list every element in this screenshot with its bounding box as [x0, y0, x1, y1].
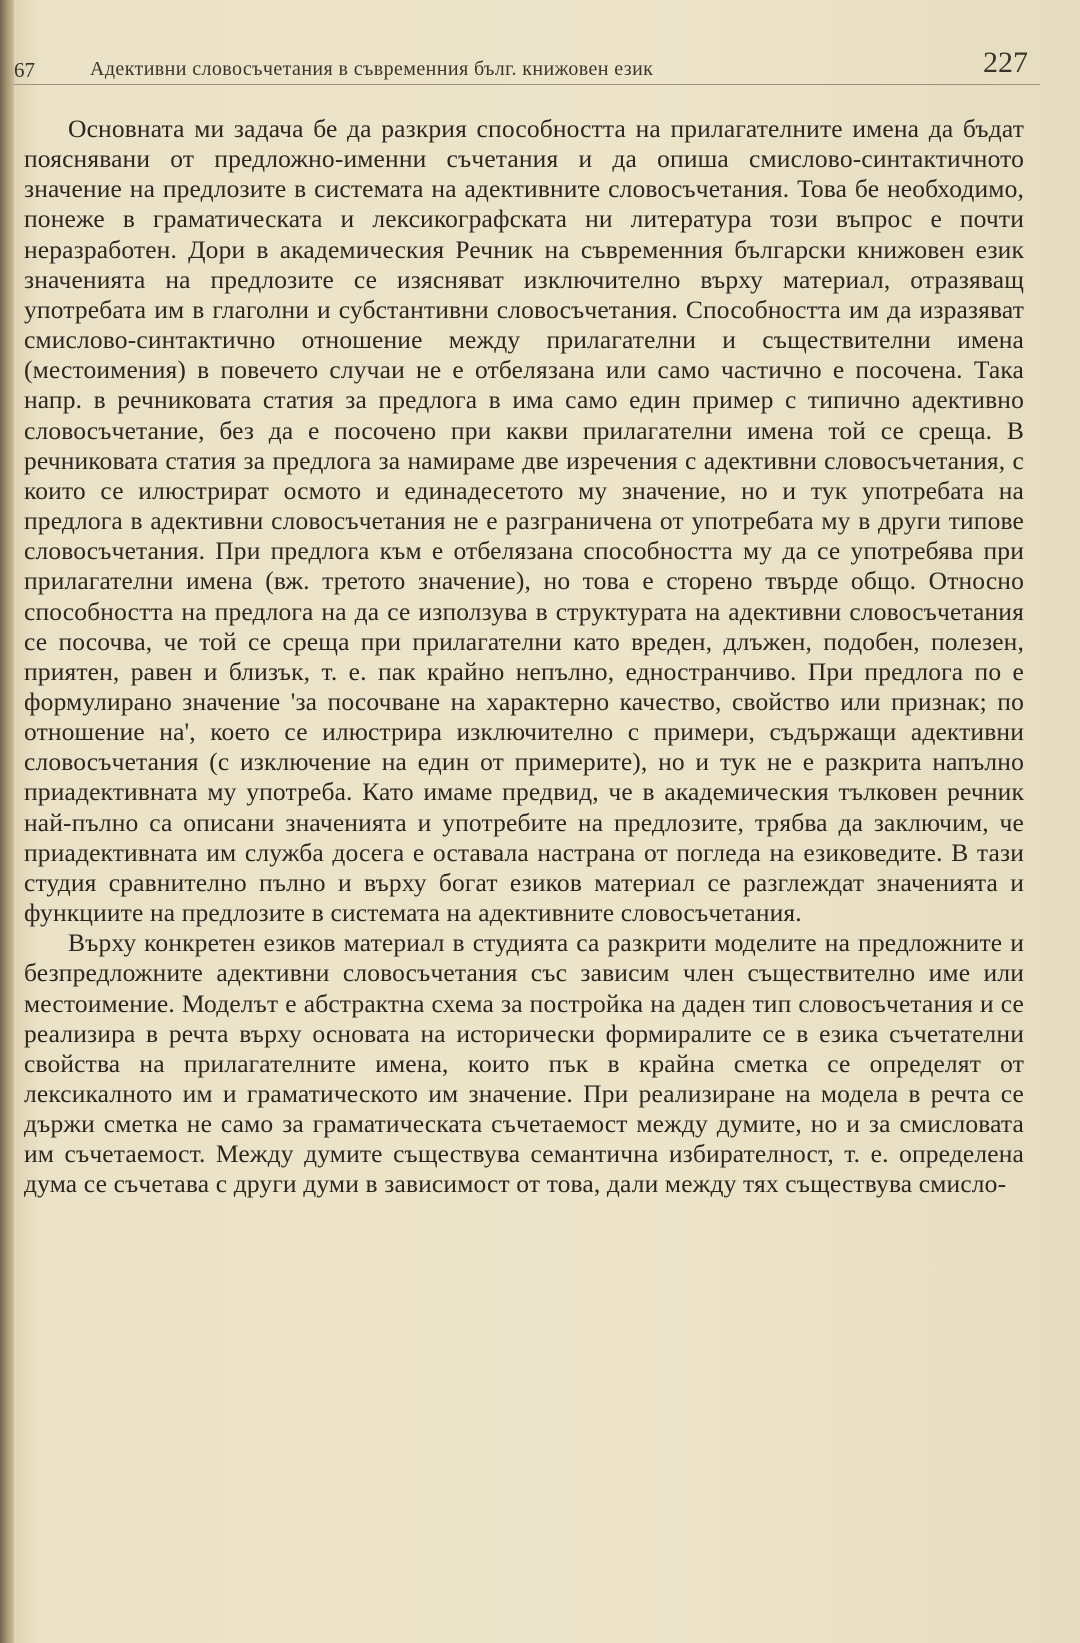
body-text [24, 114, 1024, 1200]
adjacent-page-number-fragment: 67 [14, 58, 35, 82]
page-spine-edge [0, 0, 14, 1643]
running-head [14, 44, 1040, 85]
page-number: 227 [983, 46, 1028, 79]
paragraph: Върху конкретен езиков материал в студията са разкрити моделите на предложните и безпредложните адективни словосъчетания със зависим член съществително име или местоимение. Моделът е абстрактна схема за постройка на даден тип словосъчетания и се реализира в речта върху основата на исторически формиралите се в езика съчетателни свойства на прилагателните имена, които пък в крайна сметка се определят от лексикалното им и граматическото им значение. При реализиране на модела в речта се държи сметка не само за граматическата съчетаемост между думите, но и за смисловата им съчетаемост. Между думите съществува семантична избирателност, т. е. определена дума се съчетава с други думи в зависимост от това, дали между тях съществува смисло- [24, 928, 1024, 1199]
running-head-title: Адективни словосъчетания в съвременния бълг. книжовен език [90, 58, 654, 80]
paragraph: Основната ми задача бе да разкрия способността на прилагателните имена да бъдат пояснявани от предложно-именни съчетания и да опиша смислово-синтактичното значение на предлозите в системата на адективните словосъчетания. Това бе необходимо, понеже в граматическата и лексикографската ни литература този въпрос е почти неразработен. Дори в академическия Речник на съвременния български книжовен език значенията на предлозите се изясняват изключително върху материал, отразяващ употребата им в глаголни и субстантивни словосъчетания. Способността им да изразяват смислово-синтактично отношение между прилагателни и съществителни имена (местоимения) в повечето случаи не е отбелязана или само частично е посочена. Така напр. в речниковата статия за предлога в има само един пример с типично адективно словосъчетание, без да е посочено при какви прилагателни имена той се среща. В речниковата статия за предлога за намираме две изречения с адективни словосъчетания, с които се илюстрират осмото и единадесетото му значение, но и тук употребата на предлога в адективни словосъчетания не е разграничена от употребата му в други типове словосъчетания. При предлога към е отбелязана способността му да се употребява при прилагателни имена (вж. третото значение), но това е сторено твърде общо. Относно способността на предлога на да се използува в структурата на адективни словосъчетания се посочва, че той се среща при прилагателни като вреден, длъжен, подобен, полезен, приятен, равен и близък, т. е. пак крайно непълно, едностранчиво. При предлога по е формулирано значение 'за посочване на характерно качество, свойство или признак; по отношение на', което се илюстрира изключително с примери, съдържащи адективни словосъчетания (с изключение на един от примерите), но и тук не е разкрита напълно приадективната му употреба. Като имаме предвид, че в академическия тълковен речник най-пълно са описани значенията и употребите на предлозите, трябва да заключим, че приадективната им служба досега е оставала настрана от погледа на езиковедите. В тази студия сравнително пълно и върху богат езиков материал се разглеждат значенията и функциите на предлозите в системата на адективните словосъчетания. [24, 114, 1024, 928]
